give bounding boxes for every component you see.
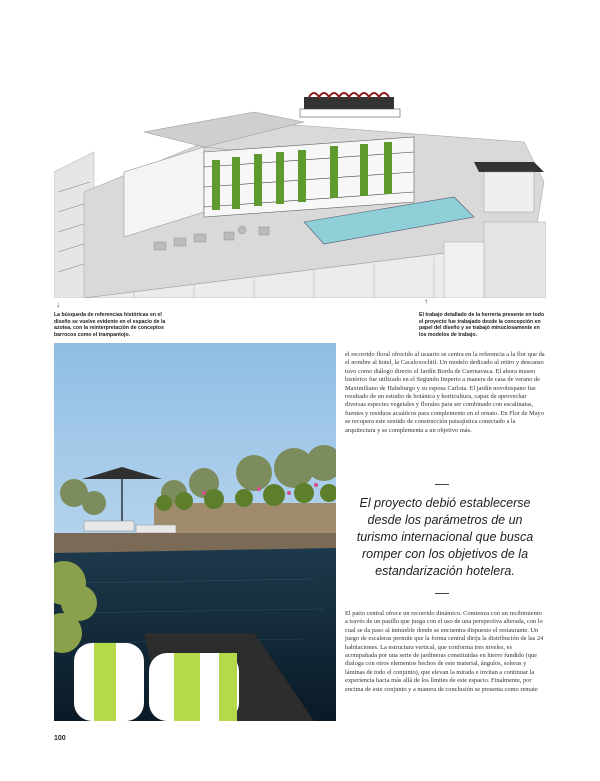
caption-left-arrow: ↓ [56,300,60,309]
pullquote-rule-top [435,484,449,485]
page-number: 100 [54,735,66,742]
pullquote: El proyecto debió establecerse desde los parámetros de un turismo internacional que busca romper con los objetivos de la estandarización hotelera. [356,496,534,578]
body-paragraph: El patio central ofrece un recorrido dinámico. Comienza con un recibimiento a través de un pasillo que juega con el uso de una perspectiva alterada, con lo cual se da paso al inmueble donde se encuentra dispuesto el restaurante. Un juego de escaleras permite que la forma central dirija la distribución de las 24 habitaciones. La estructura vertical, que conforma tres niveles, es acompañada por una serie de jardineras constituidas en hierro fundido (que dialoga con otros elementos hechos de este material, ángulos, soleras y láminas de todo el conjunto), que elevan la mirada e invitan a continuar la experiencia hacia más allá de los límites de este espacio. Finalmente, por encima de este conjunto y a manera de conclusión se presenta como remate [345,610,544,693]
pullquote-rule-bottom [435,593,449,594]
body-text-column-2 [345,610,545,694]
caption-left: La búsqueda de referencias históricas en el diseño se vuelve evidente en el espacio de la azotea, con la reinterpretación de conceptos barrocos como el trampantojo. [54,312,166,338]
rooftop-render-image [54,52,546,298]
caption-right: El trabajo detallado de la herrería presente en todo el proyecto fue trabajado desde la concepción en papel del diseño y se trabajó minuciosamente en los modelos de trabajo. [419,312,545,338]
body-text-column-1 [345,351,545,435]
rooftop-pool-photo [54,343,336,721]
caption-right-arrow: ↑ [424,297,428,306]
body-paragraph: el recorrido floral ofrecido al usuario se centra en la referencia a la flor que da el nombre al hotel, la Cacaloxochitl. Un modelo dedicado al retiro y descanso tuvo como diálogo directo el Jardín Borda de Cuernavaca. El ahora museo histórico fue utilizado en el Segundo Imperio a manera de casa de verano de Maximiliano de Habsburgo y su esposa Carlota. El jardín novohispano fue resultado de un estudio de botánica y horticultura, capaz de aprovechar diversas especies vegetales y florales para ser combinado con escalinatas, fuentes y residuos acuáticos para complemento en el ornato. En Flor de Mayo se recupera este sentido de construcción paisajística conectado a la arquitectura y se complementa a un objetivo más. [345,351,545,434]
